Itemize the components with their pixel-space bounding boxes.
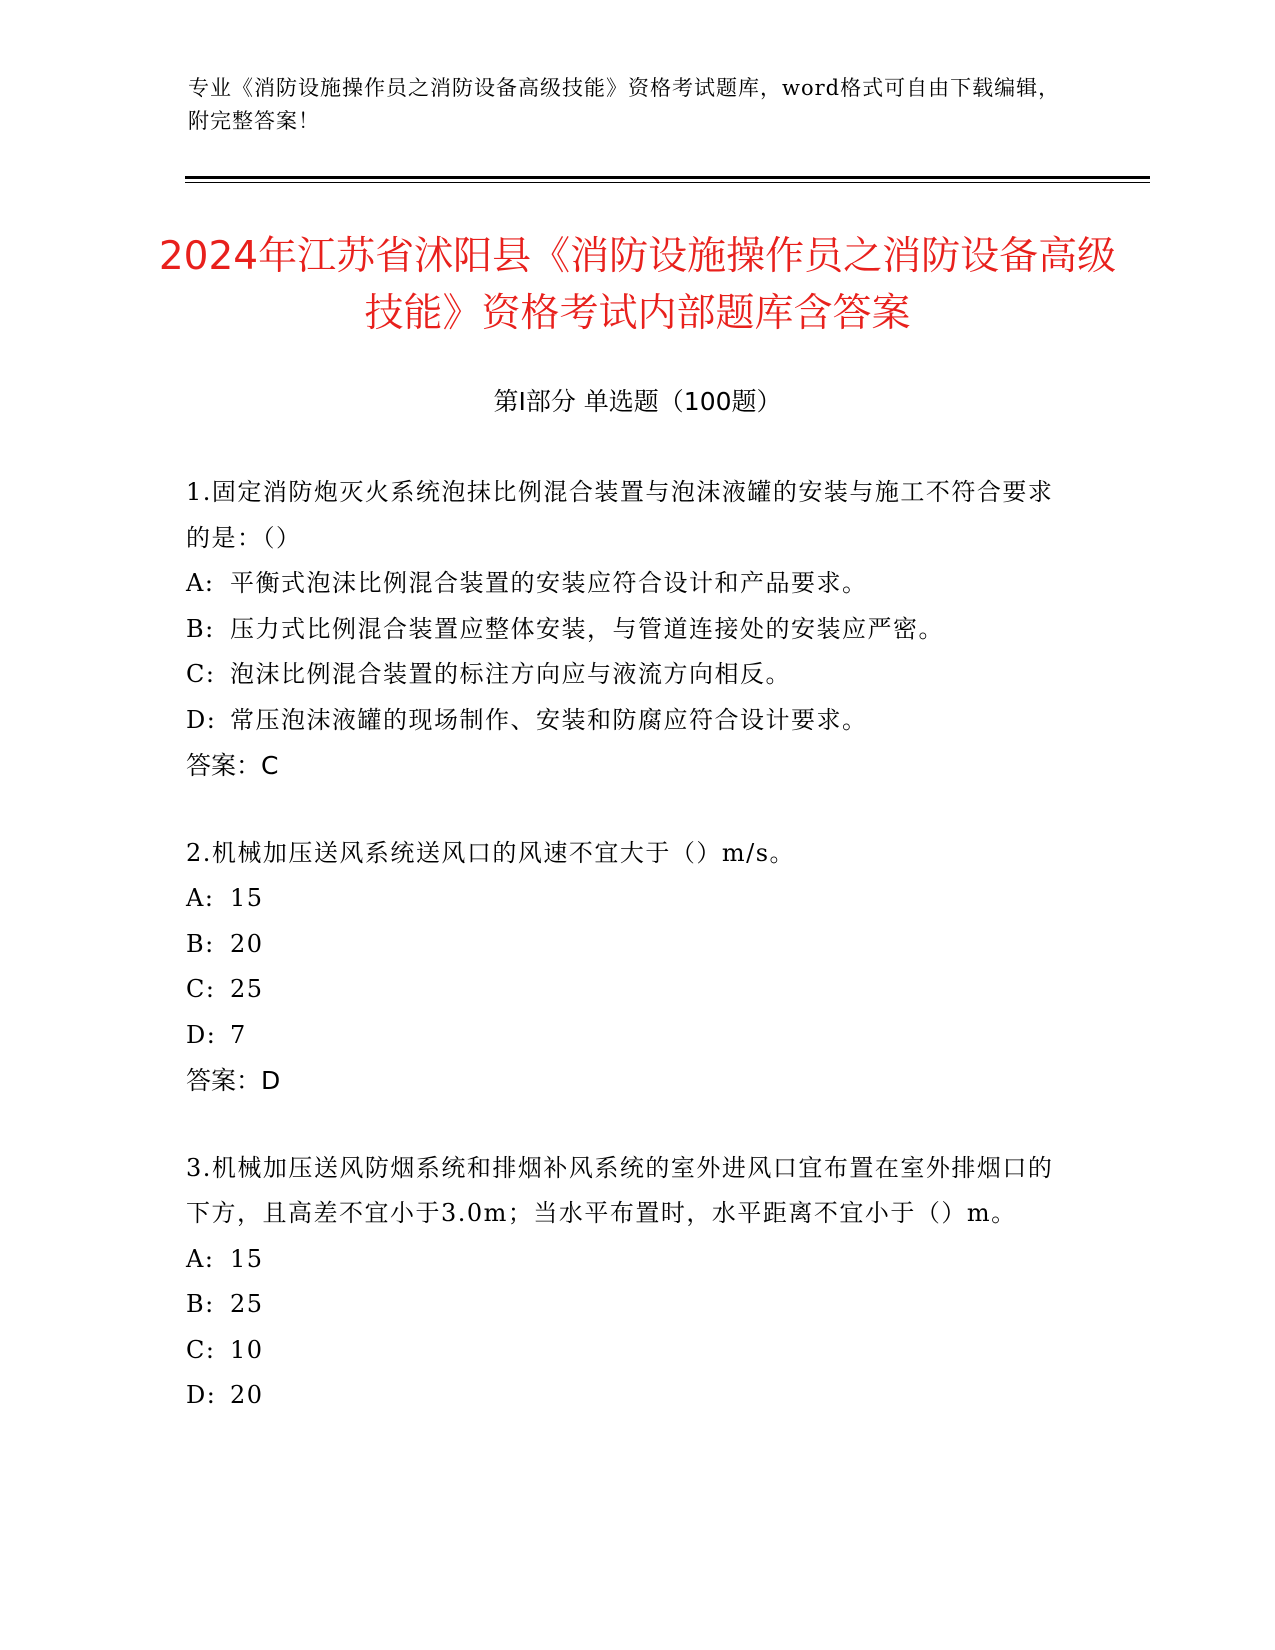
header-divider-thin (185, 182, 1150, 183)
option-text: 泡沫比例混合装置的标注方向应与液流方向相反。 (230, 660, 791, 688)
option-text: 常压泡沫液罐的现场制作、安装和防腐应符合设计要求。 (230, 705, 868, 734)
option-text: 平衡式泡沫比例混合装置的安装应符合设计和产品要求。 (230, 569, 868, 597)
option-letter: D: (186, 705, 217, 734)
question-2 (186, 831, 1066, 1104)
option-text: 7 (230, 1020, 247, 1049)
header-note: 专业《消防设施操作员之消防设备高级技能》资格考试题库，word格式可自由下载编辑，附完整答案！ (188, 76, 1061, 133)
option-letter: D: (186, 1020, 217, 1049)
option-d (186, 1013, 1066, 1059)
header-divider-thick (185, 176, 1150, 179)
option-letter: C: (186, 660, 216, 688)
option-text: 25 (230, 1290, 264, 1318)
option-text: 20 (230, 929, 264, 958)
option-letter: B: (186, 614, 215, 643)
option-b (186, 922, 1066, 968)
option-letter: B: (186, 1290, 215, 1318)
option-text: 10 (230, 1335, 264, 1364)
option-text: 15 (230, 884, 264, 912)
option-text: 15 (230, 1244, 264, 1273)
option-letter: A: (186, 884, 215, 912)
question-3 (186, 1146, 1066, 1419)
answer-line: 答案：C (186, 751, 279, 780)
option-letter: D: (186, 1381, 217, 1409)
option-a (186, 876, 1066, 922)
option-letter: C: (186, 975, 216, 1003)
option-d (186, 698, 1066, 744)
option-a (186, 561, 1066, 607)
question-1 (186, 470, 1066, 789)
document-title: 2024年江苏省沭阳县《消防设施操作员之消防设备高级技能》资格考试内部题库含答案 (158, 234, 1117, 336)
option-b (186, 1282, 1066, 1328)
option-a (186, 1237, 1066, 1283)
option-letter: B: (186, 929, 215, 958)
option-text: 20 (230, 1381, 264, 1409)
option-b (186, 607, 1066, 653)
option-text: 25 (230, 975, 264, 1003)
option-letter: A: (186, 1244, 215, 1273)
option-c (186, 967, 1066, 1013)
option-c (186, 1328, 1066, 1374)
option-letter: C: (186, 1335, 216, 1364)
option-letter: A: (186, 569, 215, 597)
question-stem: 3.机械加压送风防烟系统和排烟补风系统的室外进风口宜布置在室外排烟口的下方，且高差不宜小于3.0m；当水平布置时，水平距离不宜小于（）m。 (186, 1153, 1054, 1227)
section-heading: 第I部分 单选题（100题） (493, 387, 782, 416)
option-c (186, 652, 1066, 698)
question-list (186, 470, 1066, 1461)
answer-line: 答案：D (186, 1066, 281, 1095)
option-text: 压力式比例混合装置应整体安装，与管道连接处的安装应严密。 (230, 614, 944, 643)
question-stem: 2.机械加压送风系统送风口的风速不宜大于（）m/s。 (186, 838, 796, 867)
question-stem: 1.固定消防炮灭火系统泡抹比例混合装置与泡沫液罐的安装与施工不符合要求的是：（） (186, 478, 1054, 552)
option-d (186, 1373, 1066, 1419)
